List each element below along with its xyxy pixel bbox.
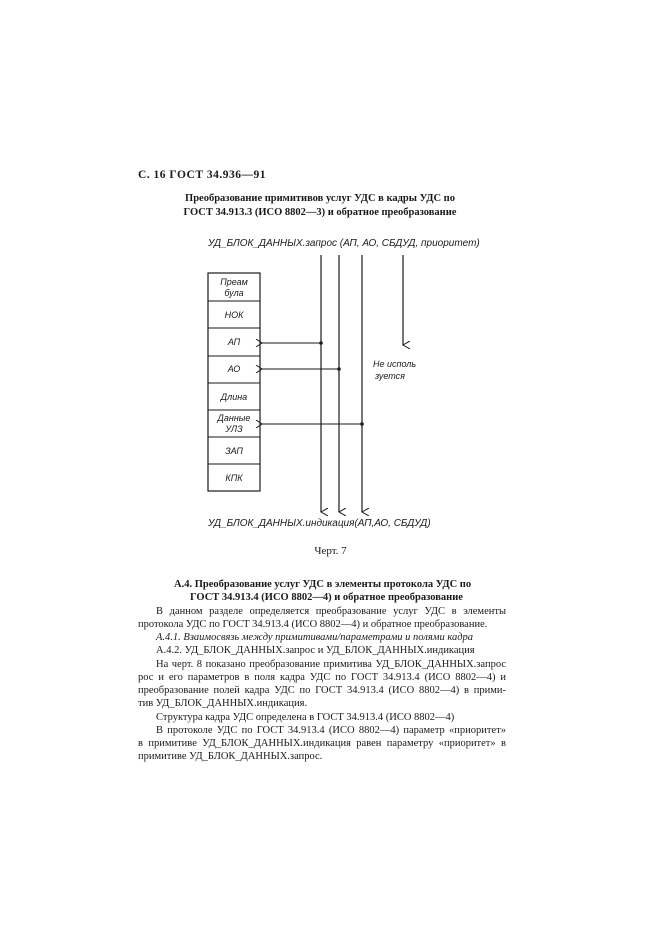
field-data-line-1: Данные: [217, 413, 251, 423]
subsection-a42: А.4.2. УД_БЛОК_ДАННЫХ.запрос и УД_БЛОК_ДАННЫХ.индикация: [156, 645, 475, 656]
diagram-top-label: УД_БЛОК_ДАННЫХ.запрос (АП, АО, СБДУД, приоритет): [208, 238, 480, 249]
section-heading-line-1: А.4. Преобразование услуг УДС в элементы протокола УДС по: [174, 579, 472, 590]
field-ap: АП: [227, 337, 241, 347]
paragraph-3: Структура кадра УДС определена в ГОСТ 34.913.4 (ИСО 8802—4): [156, 712, 455, 723]
field-preamble-line-2: була: [224, 288, 244, 298]
paragraph-4-line-3: примитиве УД_БЛОК_ДАННЫХ.запрос.: [138, 751, 323, 762]
page-header: С. 16 ГОСТ 34.936—91: [138, 169, 267, 181]
frame-outline: [208, 273, 260, 491]
field-zap: ЗАП: [225, 446, 243, 456]
paragraph-1-line-2: протокола УДС по ГОСТ 34.913.4 (ИСО 8802—4) и обратное преобразование.: [138, 619, 488, 630]
paragraph-1-line-1: В данном разделе определяется преобразование услуг УДС в элементы: [156, 606, 506, 617]
paragraph-2-line-3: преобразование полей кадра УДС по ГОСТ 34.913.4 (ИСО 8802—4) в прими-: [138, 685, 506, 696]
data-junction: [360, 422, 364, 426]
paragraph-2-line-2: рос и его параметров в поля кадра УДС по ГОСТ 34.913.4 (ИСО 8802—4) и: [138, 672, 506, 683]
paragraph-2-line-1: На черт. 8 показано преобразование примитива УД_БЛОК_ДАННЫХ.запрос: [156, 659, 506, 670]
ao-junction: [337, 367, 341, 371]
field-preamble-line-1: Преам: [220, 277, 248, 287]
ap-junction: [319, 341, 323, 345]
field-data-line-2: УЛЗ: [225, 424, 243, 434]
paragraph-4-line-1: В протоколе УДС по ГОСТ 34.913.4 (ИСО 8802—4) параметр «приоритет»: [156, 725, 506, 736]
paragraph-2-line-4: тив УД_БЛОК_ДАННЫХ.индикация.: [138, 698, 308, 709]
field-nok: НОК: [224, 310, 244, 320]
not-used-line-1: Не исполь: [373, 359, 417, 369]
not-used-line-2: зуется: [375, 371, 405, 381]
diagram-bottom-label: УД_БЛОК_ДАННЫХ.индикация(АП,АО, СБДУД): [208, 518, 431, 529]
figure-caption: Черт. 7: [314, 545, 347, 557]
frame-fields: [208, 273, 260, 491]
field-ao: АО: [227, 364, 241, 374]
subsection-a41: А.4.1. Взаимосвязь между примитивами/параметрами и полями кадра: [156, 632, 474, 643]
section-heading-line-2: ГОСТ 34.913.4 (ИСО 8802—4) и обратное преобразование: [190, 592, 463, 603]
figure-title-line-2: ГОСТ 34.913.3 (ИСО 8802—3) и обратное преобразование: [183, 207, 457, 218]
field-kpk: КПК: [225, 473, 243, 483]
field-length: Длина: [220, 392, 248, 402]
figure-title-line-1: Преобразование примитивов услуг УДС в кадры УДС по: [185, 193, 455, 204]
paragraph-4-line-2: в примитиве УД_БЛОК_ДАННЫХ.индикация равен параметру «приоритет» в: [138, 738, 506, 749]
